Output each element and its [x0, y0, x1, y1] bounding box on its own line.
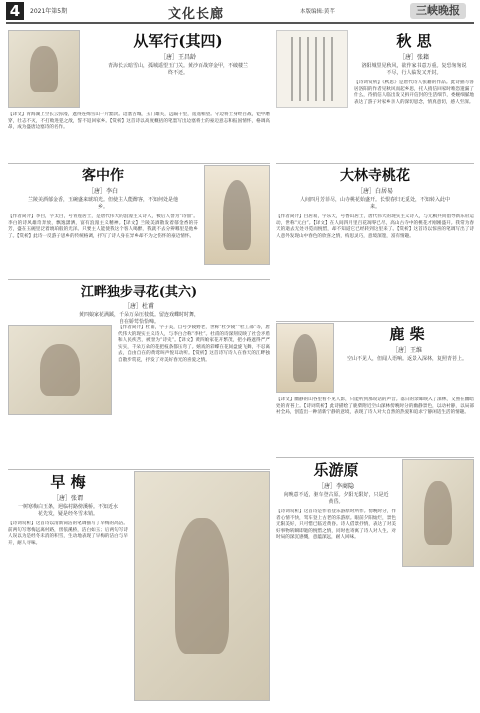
issue-date: 2021年第5期: [30, 8, 68, 15]
newspaper-logo: 三峡晚报: [410, 3, 466, 19]
poem-text: 兰陵美酒郁金香，玉碗盛来琥珀光。但使主人能醉客，不知何处是他乡。: [28, 197, 179, 210]
article-title: 客中作: [82, 168, 124, 184]
painting-illustration: [8, 30, 80, 108]
plum-blossom-painting: [134, 471, 270, 701]
article-body: 【译文】青海湖上空长云弥漫，遮得连绵雪山一片黯淡。边塞古城，玉门雄关，远隔千里，遥遥相望。守边将士身经百战，铠甲磨穿，壮志不灭，不打败进犯之敌，誓不返回家乡。【赏析】这首诗以高度概括的笔墨写出边塞将士的豪迈意志和报国情怀，格调高昂，成为盛唐边塞诗的名作。: [8, 112, 270, 130]
article-body: 【作者简介】杜甫，字子美，自号少陵野老，世称“杜少陵”“杜工部”等，唐代伟大的现实主义诗人，与李白合称“李杜”。杜甫的诗深刻反映了社会矛盾和人民疾苦，被誉为“诗史”。【译文】黄四娘家花开繁茂，把小路遮得严严实实，千朵万朵的花把枝条都压弯了。嬉戏的彩蝶在花间盘旋飞舞，不忍离去，自由自在的黄莺叫声悦耳动听。【赏析】这首诗写诗人在春天的江畔独自散步赏花，抒发了对美好春光的喜爱之情。: [118, 325, 270, 363]
article-author: ［唐］白居易: [356, 188, 393, 195]
article-body: 【诗词赏析】这首诗以清新简洁的笔调描写了早梅的高洁。前两句写寒梅远离村路，傍依溪桥，洁白如玉；后两句写诗人误以为是经冬未消的积雪，生动地表现了早梅的洁白与早开，耐人寻味。: [8, 521, 128, 546]
article-author: ［唐］王昌龄: [159, 54, 196, 61]
divider: [8, 163, 270, 164]
calligraphy-illustration: [276, 30, 348, 108]
article-author: ［唐］张籍: [398, 54, 429, 61]
right-column: [276, 30, 474, 710]
article-jiangpan: [8, 281, 270, 463]
article-title: 从军行(其四): [133, 32, 223, 50]
poem-text: 洛阳城里见秋风，欲作家书意万重。复恐匆匆说不尽，行人临发又开封。: [361, 63, 467, 76]
poem-text: 空山不见人，但闻人语响。返景入深林，复照青苔上。: [346, 356, 467, 362]
poem-text: 青海长云暗雪山，孤城遥望玉门关。黄沙百战穿金甲，不破楼兰终不还。: [107, 63, 248, 76]
article-title: 秋 思: [396, 32, 432, 50]
article-qiusi: [276, 30, 474, 156]
left-column: [8, 30, 270, 710]
article-body: 【作者简介】白居易，字乐天，号香山居士，唐代伟大的现实主义诗人，与元稹共同倡导新乐府运动，世称“元白”。【译文】在人间四月里百花凋零已尽，高山古寺中的桃花才刚刚盛开。我常为春天的逝去无处寻觅而惋惜，却不知道它已经转到这里来了。【赏析】这首诗以惊喜的笔调写出了诗人意外发现山中春色的欣喜之情，构思灵巧，意境深邃，富有情趣。: [276, 214, 474, 239]
portrait-illustration: [204, 165, 270, 265]
article-author: ［唐］李商隐: [317, 483, 354, 490]
article-body: 【诗词赏析】这首诗是作者登乐游原时所作。傍晚时分，作者心情不快，驾车登上古老的乐游原。眼前夕阳灿烂，景色无限美好，只可惜已临近黄昏。诗人借景抒情，表达了对美好事物转瞬即逝的惋惜之情，同时也寄寓了诗人对人生、对时局的深沉感慨，意蕴深远，耐人回味。: [276, 509, 396, 540]
divider: [276, 163, 474, 164]
divider: [8, 279, 270, 280]
article-title: 鹿 柴: [389, 325, 425, 343]
divider: [276, 321, 474, 322]
article-congjunxing: [8, 30, 270, 160]
article-body: 【作者简介】李白，字太白，号青莲居士，是唐代伟大的浪漫主义诗人，被后人誉为“诗仙”。李白的诗风雄奇奔放，飘逸潇洒，富有浪漫主义精神。【译文】兰陵美酒散发着郁金香的芬芳，盛在玉碗里泛着琥珀般的光泽。只要主人能使我这个客人喝醉，我就不去分辨哪里是他乡了。【赏析】此诗一反游子思乡的传统格调，抒写了诗人身在异乡却不为之伤怀的豪迈情怀。: [8, 214, 198, 239]
divider: [276, 457, 474, 458]
article-leyouyuan: [276, 459, 474, 709]
article-author: ［唐］张谓: [52, 495, 83, 502]
article-zaomei: [8, 471, 270, 708]
header-rule: [6, 22, 474, 24]
article-title: 大林寺桃花: [340, 168, 410, 184]
article-body: 【诗词赏析】《秋思》是唐代诗人张籍的作品。此诗描写客居洛阳的作者见秋风而起乡思，托人捎信回家时唯恐遗漏了什么，待捎信人临出发又拆开信封的生活细节，委婉细腻地表达了游子对家乡亲人的深切思念，情真意切，感人至深。: [354, 80, 474, 105]
portrait-illustration: [276, 323, 334, 393]
editor-credit: 本版编辑:黄芊: [300, 9, 335, 15]
painting-illustration: [8, 325, 112, 415]
section-title: 文化长廊: [168, 7, 225, 22]
landscape-painting: [402, 459, 474, 567]
poem-text: 向晚意不适，驱车登古原。夕阳无限好，只是近黄昏。: [283, 492, 389, 505]
article-body: 【译文】幽静的山谷里看不见人影，只能听到那说话的声音。落日的余晖映入了深林，又照在幽暗处的青苔上。【诗词赏析】此诗描绘了鹿柴附近空山深林傍晚时分的幽静景色，以动衬静，以局部衬全局，创造出一种清新宁静的意境，表现了诗人对大自然的热爱和追求宁静闲适生活的情趣。: [276, 397, 474, 415]
article-title: 乐游原: [313, 461, 359, 479]
article-author: ［唐］王维: [391, 347, 422, 354]
divider: [8, 469, 270, 470]
poem-text: 人间四月芳菲尽，山寺桃花始盛开。长恨春归无觅处，不知转入此中来。: [299, 197, 450, 210]
article-luchai: [276, 323, 474, 451]
article-author: ［唐］李白: [87, 188, 118, 195]
page-number: 4: [6, 2, 24, 20]
poem-text: 一树寒梅白玉条，迥临村路傍溪桥。不知近水花先发，疑是经冬雪未销。: [17, 504, 118, 517]
page-header: [0, 0, 480, 22]
poem-text: 黄四娘家花满蹊，千朵万朵压枝低。留连戏蝶时时舞，自在娇莺恰恰啼。: [78, 312, 199, 325]
article-title: 江畔独步寻花(其六): [80, 285, 198, 300]
article-author: ［唐］杜甫: [123, 303, 154, 310]
article-dalinsi: [276, 165, 474, 315]
article-kezhongzuo: [8, 165, 270, 273]
article-title: 早 梅: [50, 473, 86, 491]
